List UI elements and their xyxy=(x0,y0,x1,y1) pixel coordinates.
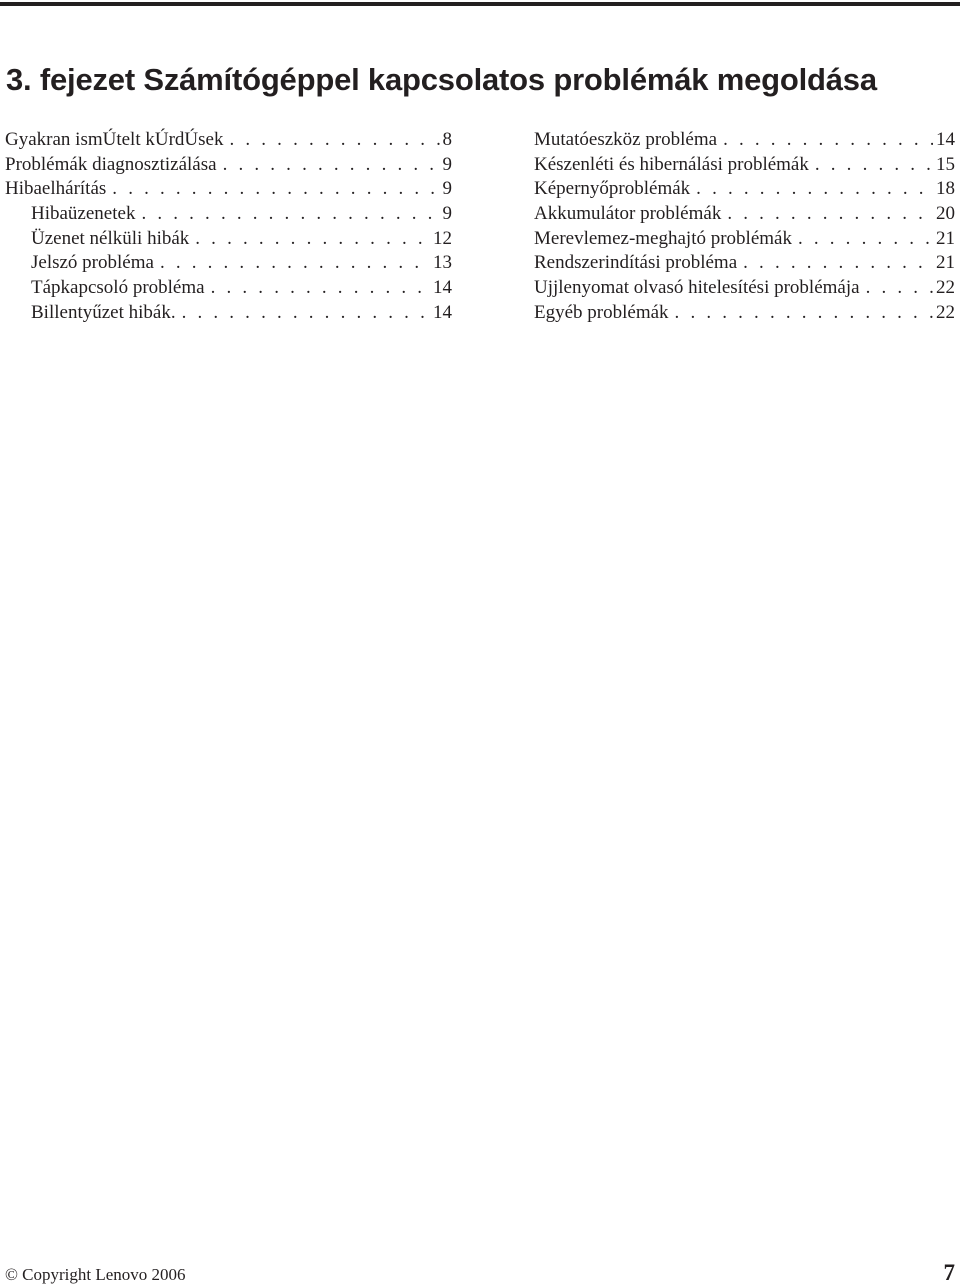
toc-leader-dots xyxy=(721,202,933,227)
toc-entry-label: Üzenet nélküli hibák xyxy=(31,227,190,249)
toc-leader-dots xyxy=(205,276,430,301)
toc-entry-page: 9 xyxy=(442,203,452,225)
page-footer xyxy=(0,1260,960,1286)
toc-leader-dots xyxy=(223,128,439,153)
toc-entry[interactable] xyxy=(5,177,452,202)
toc-entry[interactable] xyxy=(534,276,955,301)
toc-entry-page: 20 xyxy=(936,203,955,225)
toc-entry-page: 8 xyxy=(442,129,452,150)
toc-entry-label: Jelszó probléma xyxy=(31,252,154,274)
copyright-notice: © Copyright Lenovo 2006 xyxy=(5,1265,186,1284)
toc-entry[interactable] xyxy=(5,276,452,301)
toc-entry-page: 12 xyxy=(433,227,452,249)
top-rule xyxy=(0,2,960,6)
toc-entry[interactable] xyxy=(5,202,452,227)
toc-entry-label: Egyéb problémák xyxy=(534,301,669,323)
toc-leader-dots xyxy=(737,251,933,276)
toc-entry[interactable] xyxy=(5,251,452,276)
toc-entry[interactable] xyxy=(5,301,452,326)
toc-leader-dots xyxy=(717,128,933,153)
toc-entry-label: Tápkapcsoló probléma xyxy=(31,277,205,299)
toc-entry-page: 21 xyxy=(936,227,955,249)
toc-entry[interactable] xyxy=(5,227,452,252)
toc-entry-page: 13 xyxy=(433,252,452,274)
toc-entry[interactable] xyxy=(534,251,955,276)
toc-entry-page: 21 xyxy=(936,252,955,274)
toc-entry-label: Rendszerindítási probléma xyxy=(534,252,738,274)
toc-leader-dots xyxy=(690,177,933,202)
toc-leader-dots xyxy=(189,227,430,252)
page-number: 7 xyxy=(943,1260,955,1285)
toc-leader-dots xyxy=(217,153,440,178)
toc-leader-dots xyxy=(106,177,439,202)
toc-entry-label: Hibaüzenetek xyxy=(31,203,136,225)
toc-leader-dots xyxy=(809,153,933,178)
toc-entry-label: Mutatóeszköz probléma xyxy=(534,129,718,150)
chapter-title: 3. fejezet Számítógéppel kapcsolatos problémák megoldása xyxy=(6,62,877,97)
toc-entry-label: Ujjlenyomat olvasó hitelesítési problémája xyxy=(534,277,860,299)
toc-leader-dots xyxy=(792,227,933,252)
toc-entry-label: Készenléti és hibernálási problémák xyxy=(534,153,809,175)
toc-leader-dots xyxy=(176,301,430,326)
toc-entry-page: 18 xyxy=(936,178,955,200)
toc-entry-label: Hibaelhárítás xyxy=(5,178,107,200)
toc-entry-page: 22 xyxy=(936,277,955,299)
toc-entry-page: 22 xyxy=(936,301,955,323)
toc-entry-page: 9 xyxy=(442,178,452,200)
toc-entry[interactable] xyxy=(534,177,955,202)
toc-right-column xyxy=(534,128,955,326)
toc-entry-label: Merevlemez-meghajtó problémák xyxy=(534,227,792,249)
toc-left-column xyxy=(5,128,452,326)
toc-entry-page: 9 xyxy=(442,153,452,175)
toc-entry-page: 14 xyxy=(433,277,452,299)
toc-entry-page: 15 xyxy=(936,153,955,175)
toc-leader-dots xyxy=(669,301,933,326)
toc-entry[interactable] xyxy=(534,301,955,326)
toc-entry-label: Billentyűzet hibák. xyxy=(31,301,176,323)
toc-leader-dots xyxy=(154,251,430,276)
toc-leader-dots xyxy=(135,202,439,227)
toc-entry[interactable] xyxy=(534,153,955,178)
toc-entry-label: Gyakran ismÚtelt kÚrdÚsek xyxy=(5,129,224,150)
toc-entry-page: 14 xyxy=(936,129,955,150)
toc-entry[interactable] xyxy=(534,202,955,227)
toc-entry-label: Akkumulátor problémák xyxy=(534,203,722,225)
toc-entry-label: Képernyőproblémák xyxy=(534,178,691,200)
toc-entry[interactable] xyxy=(534,227,955,252)
toc-leader-dots xyxy=(860,276,933,301)
toc-entry-page: 14 xyxy=(433,301,452,323)
toc-entry-label: Problémák diagnosztizálása xyxy=(5,153,217,175)
toc-entry[interactable] xyxy=(5,153,452,178)
toc-entry[interactable] xyxy=(534,128,955,153)
toc-entry[interactable] xyxy=(5,128,452,153)
